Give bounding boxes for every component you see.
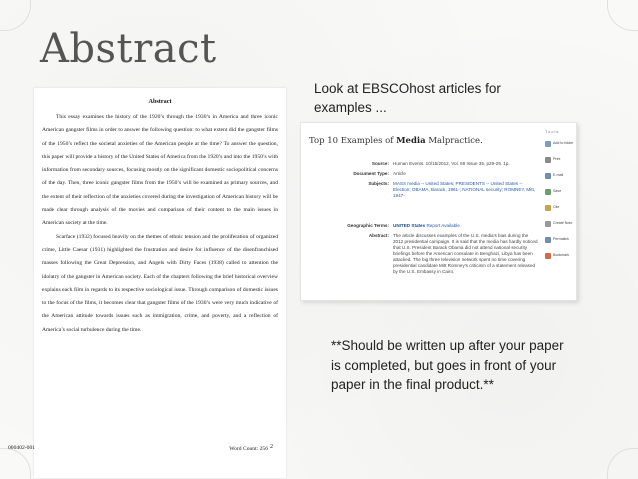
tool-label: Add to folder [553, 141, 574, 145]
tool-item[interactable] [545, 203, 575, 219]
tool-label: Print [553, 157, 561, 161]
word-count: Word Count: 256 [229, 446, 268, 452]
field-value: Article [393, 171, 406, 176]
tool-icon [545, 173, 551, 179]
article-title-prefix: Top 10 Examples of [309, 136, 397, 146]
tool-item[interactable] [545, 219, 575, 235]
subjects-links[interactable]: MASS media -- United States; PRESIDENTS -- United States -- Election; OBAMA, Barack, 1961-; NATIONAL security; ROMNEY, Mitt, 1947- [393, 181, 536, 198]
field-label: Subjects: [368, 181, 389, 186]
tool-icon [545, 157, 551, 163]
tool-item[interactable] [545, 235, 575, 251]
document-body [42, 111, 278, 337]
tool-item[interactable] [545, 155, 575, 171]
abstract-text: The article discusses examples of the U.S. media's bias during the 2012 presidential campaign. It is said that the media has hardly noticed that U.S. President Barack Obama did not attend national security briefings before the American consulate in Benghazi, Libya has been attacked. The big three television network spent no time covering presidential candidate Mitt Romney's criticism of a statement released by the U.S. Embassy in Cairo. [393, 233, 538, 274]
tool-label: Create Note [553, 221, 573, 225]
tool-icon [545, 189, 551, 195]
article-title-suffix: Malpractice. [425, 136, 483, 146]
tool-icon [545, 237, 551, 243]
look-at-ebsco-text: Look at EBSCOhost articles for examples ... [314, 81, 501, 115]
field-value [393, 223, 538, 229]
abstract-paragraph: Scarface (1932) focused heavily on the themes of ethnic tension and the proliferation of organized crime, Little Caesar (1931) highlighted the frustration and desire for influence of the disenfranchised masses following the Great Depression, and Angels with Dirty Faces (1938) called to attention the idolatry of the gangster in American society. Each of the chapters following the brief historical overview explains each film in regards to its respective sociological issue. Through comparison of domestic issues to the focus of the films, it becomes clear that gangster films of the 1930’s were very much indicative of the American attitude towards issues such as immigration, crime, and poverty, and a reflection of America’s social turbulence during the time. [42, 233, 278, 333]
field-label: Document Type: [353, 171, 389, 176]
tool-item[interactable] [545, 171, 575, 187]
tool-icon [545, 141, 551, 147]
field-label: Geographic Terms: [347, 223, 389, 228]
tool-item[interactable] [545, 139, 575, 155]
article-title [309, 136, 483, 146]
scanned-abstract-page [34, 88, 286, 478]
ebsco-article-screenshot [300, 122, 577, 301]
instruction-note: **Should be written up after your paper is completed, but goes in front of your paper in the final product.** [331, 338, 564, 392]
geographic-term-link[interactable]: UNITED States [393, 223, 426, 228]
tool-icon [545, 221, 551, 227]
tool-icon [545, 253, 551, 259]
tool-item[interactable] [545, 251, 575, 267]
tool-label: E-mail [553, 173, 564, 177]
field-label: Source: [371, 161, 389, 166]
tool-label: Save [553, 189, 562, 193]
tools-heading: Tools [545, 129, 560, 134]
abstract-paragraph: This essay examines the history of the 1920’s through the 1930’s in America and three iconic American gangster films in order to answer the following question: to what extent did the gangster films of the 1950’s reflect the societal anxieties of the American people at the time? To answer the question, this paper will provide a history of the United States of America from the 1920’s and into the 1950’s with information from secondary sources, focusing mostly on the significant domestic sociopolitical concerns of the day. Then, three iconic gangster films from the 1950’s will be examined as primary sources, and the extent of their reflection of the anxieties covered during the investigation of American history will be made clear through analysis of the movies and comparison of their content to the main issues in American society at the time. [42, 114, 278, 227]
report-available-link[interactable]: Report Available [426, 223, 460, 228]
tool-label: Permalink [553, 237, 569, 241]
tools-panel [545, 129, 575, 267]
document-page-number: 2 [270, 444, 273, 450]
slide-title: Abstract [40, 26, 217, 72]
tool-label: Bookmark [553, 253, 570, 257]
field-label: Abstract: [368, 233, 389, 238]
article-title-bold: Media [396, 136, 426, 146]
field-value: Human Events. 10/15/2012, Vol. 68 Issue 35, p29-29. 1p. [393, 161, 510, 166]
tool-label: Cite [553, 205, 560, 209]
tool-item[interactable] [545, 187, 575, 203]
document-code: 000402-001 [8, 445, 36, 451]
document-title: Abstract [148, 98, 172, 105]
tool-icon [545, 205, 551, 211]
